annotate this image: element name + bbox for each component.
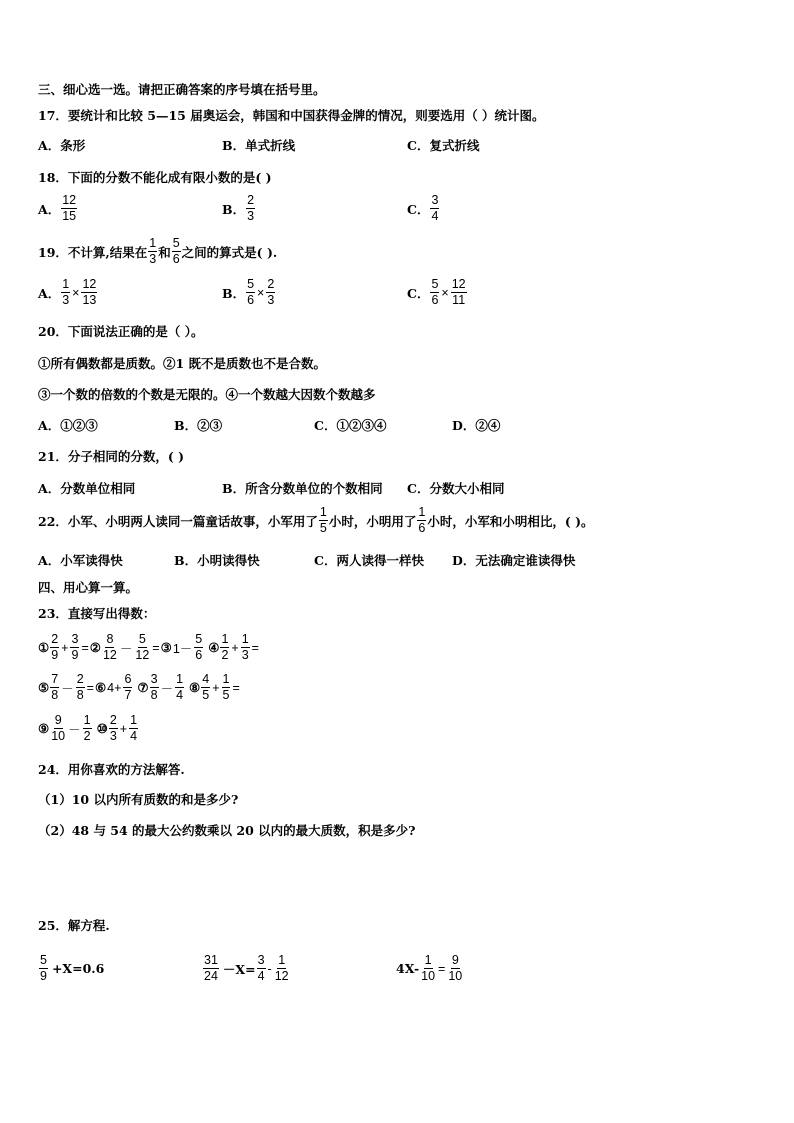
fraction — [451, 277, 467, 308]
denominator: 3 — [241, 648, 249, 662]
q23-row-2 — [38, 672, 241, 703]
fraction — [61, 277, 70, 308]
q22-fraction-1 — [319, 505, 328, 536]
numerator: 1 — [176, 672, 184, 686]
denominator: 9 — [40, 969, 47, 983]
denominator: 2 — [83, 729, 91, 743]
q18-b-fraction — [246, 193, 255, 224]
q22-option-a: A．小军读得快 — [38, 553, 123, 568]
q19-text — [38, 236, 277, 267]
fraction — [241, 632, 250, 663]
q18-option-a — [38, 193, 78, 224]
fraction — [175, 672, 184, 703]
q21-text: 21．分子相同的分数，( ) — [38, 449, 185, 464]
numerator: 6 — [124, 672, 132, 686]
equals-sign: = — [152, 640, 160, 655]
denominator: 6 — [418, 521, 426, 535]
q21-option-a: A．分数单位相同 — [38, 481, 136, 496]
q20-option-d: D．②④ — [452, 418, 501, 433]
numerator: 31 — [204, 953, 218, 967]
item-number-10: ⑩ — [96, 721, 108, 736]
fraction — [447, 953, 463, 984]
denominator: 6 — [431, 293, 439, 307]
equation-prefix: 4X- — [396, 961, 420, 976]
q24-part-1: （1）10 以内所有质数的和是多少? — [38, 792, 239, 807]
denominator: 12 — [135, 648, 150, 662]
denominator: 6 — [195, 648, 203, 662]
plus-sign: + — [119, 721, 128, 736]
q19-text-part1: 19．不计算,结果在 — [38, 244, 148, 260]
numerator: 2 — [267, 277, 275, 291]
q25-equation-2 — [202, 953, 291, 984]
equals-sign: = — [438, 961, 446, 976]
q23-row-1 — [38, 632, 260, 663]
item-number-3: ③ — [160, 640, 172, 655]
item-number-6: ⑥ — [94, 680, 107, 695]
denominator: 10 — [448, 969, 463, 983]
q18-a-label: A． — [38, 201, 61, 217]
denominator: 12 — [102, 648, 117, 662]
numerator: 5 — [172, 236, 180, 250]
q18-text: 18．下面的分数不能化成有限小数的是( ) — [38, 170, 272, 185]
fraction — [274, 953, 290, 984]
fraction — [70, 632, 79, 663]
numerator: 2 — [76, 672, 84, 686]
q22-fraction-2 — [417, 505, 426, 536]
denominator: 8 — [51, 688, 59, 702]
q24-text: 24．用你喜欢的方法解答. — [38, 762, 185, 777]
denominator: 8 — [150, 688, 158, 702]
plus-sign: + — [231, 640, 239, 655]
q17-option-c: C．复式折线 — [407, 138, 480, 153]
q19-text-part3: 之间的算式是( ). — [181, 244, 278, 260]
q20-option-a: A．①②③ — [38, 418, 98, 433]
q17-text: 17．要统计和比较 5—15 届奥运会，韩国和中国获得金牌的情况，则要选用（ ）统计图。 — [38, 108, 545, 123]
item-number-7: ⑦ — [137, 680, 149, 695]
q21-option-b: B．所含分数单位的个数相同 — [222, 481, 383, 496]
numerator: 1 — [222, 672, 230, 686]
item-number-2: ② — [89, 640, 101, 655]
fraction — [50, 672, 59, 703]
fraction — [76, 672, 85, 703]
q21-option-c: C．分数大小相同 — [407, 481, 505, 496]
q18-a-fraction — [61, 193, 77, 224]
q20-option-b: B．②③ — [174, 418, 223, 433]
minus-sign: － — [68, 722, 81, 737]
q20-statement-2: ③一个数的倍数的个数是无限的。④一个数越大因数个数越多 — [38, 387, 376, 402]
times-sign: × — [257, 285, 265, 300]
fraction — [50, 632, 59, 663]
fraction — [81, 277, 97, 308]
q23-row-3 — [38, 713, 139, 744]
numerator: 3 — [257, 953, 265, 967]
fraction — [150, 672, 159, 703]
section-4-title: 四、用心算一算。 — [38, 580, 139, 595]
q19-option-c — [407, 277, 468, 308]
denominator: 24 — [204, 969, 218, 983]
fraction — [102, 632, 118, 663]
item-number-1: ① — [38, 640, 50, 655]
q25-equation-1 — [38, 953, 104, 984]
q22-text-part1: 22．小军、小明两人读同一篇童话故事，小军用了 — [38, 513, 318, 529]
denominator: 5 — [319, 521, 327, 535]
q25-equation-3 — [396, 953, 464, 984]
fraction — [50, 713, 66, 744]
numerator: 1 — [424, 953, 432, 967]
times-sign: × — [441, 285, 449, 300]
numerator: 2 — [109, 713, 117, 727]
fraction — [420, 953, 436, 984]
numerator: 1 — [130, 713, 138, 727]
numerator: 4 — [202, 672, 210, 686]
q17-option-a: A．条形 — [38, 138, 86, 153]
q23-text: 23．直接写出得数： — [38, 606, 156, 621]
item-number-8: ⑧ — [189, 680, 201, 695]
denominator: 12 — [274, 969, 289, 983]
fraction — [246, 277, 255, 308]
fraction — [222, 672, 231, 703]
q19-c-label: C． — [407, 285, 430, 301]
q19-option-b — [222, 277, 276, 308]
fraction — [83, 713, 92, 744]
q22-text-part2: 小时，小明用了 — [328, 513, 417, 529]
numerator: 1 — [83, 713, 91, 727]
fraction — [39, 953, 48, 984]
denominator: 8 — [76, 688, 84, 702]
numerator: 1 — [62, 277, 70, 291]
denominator: 7 — [124, 688, 132, 702]
q17-option-b: B．单式折线 — [222, 138, 296, 153]
q18-c-label: C． — [407, 201, 430, 217]
denominator: 4 — [431, 209, 439, 223]
fraction — [134, 632, 150, 663]
item-number-5: ⑤ — [38, 680, 50, 695]
fraction — [266, 277, 275, 308]
denominator: 3 — [247, 209, 255, 223]
plus-sign: + — [212, 680, 220, 695]
fraction — [109, 713, 118, 744]
numerator: 5 — [138, 632, 146, 646]
denominator: 15 — [62, 209, 77, 223]
q19-fraction-2 — [172, 236, 181, 267]
denominator: 10 — [51, 729, 66, 743]
q25-text: 25．解方程. — [38, 918, 110, 933]
fraction — [257, 953, 266, 984]
numerator: 9 — [451, 953, 459, 967]
times-sign: × — [72, 285, 80, 300]
numerator: 9 — [54, 713, 62, 727]
denominator: 11 — [452, 293, 466, 307]
q20-statement-1: ①所有偶数都是质数。②1 既不是质数也不是合数。 — [38, 356, 327, 371]
denominator: 13 — [82, 293, 97, 307]
fraction — [123, 672, 132, 703]
equals-sign: = — [86, 680, 94, 695]
denominator: 3 — [149, 252, 157, 266]
q18-option-c — [407, 193, 440, 224]
numerator: 2 — [247, 193, 255, 207]
denominator: 9 — [71, 648, 79, 662]
denominator: 6 — [247, 293, 255, 307]
fraction — [203, 953, 219, 984]
fraction — [430, 277, 439, 308]
equals-sign: = — [232, 680, 240, 695]
numerator: 12 — [62, 193, 77, 207]
numerator: 12 — [82, 277, 97, 291]
q19-a-label: A． — [38, 285, 61, 301]
minus-sign: － — [119, 641, 133, 656]
numerator: 1 — [418, 505, 426, 519]
denominator: 3 — [109, 729, 117, 743]
numerator: 1 — [319, 505, 327, 519]
numerator: 3 — [71, 632, 79, 646]
equation-middle: －X= — [222, 961, 256, 977]
equals-sign: = — [251, 640, 259, 655]
fraction — [194, 632, 203, 663]
item-number-4: ④ — [208, 640, 220, 655]
q22-option-b: B．小明读得快 — [174, 553, 260, 568]
denominator: 2 — [221, 648, 229, 662]
denominator: 9 — [51, 648, 59, 662]
numerator: 5 — [40, 953, 47, 967]
denominator: 3 — [267, 293, 275, 307]
q20-text: 20．下面说法正确的是（ ）。 — [38, 324, 204, 339]
expression-prefix: 4+ — [107, 680, 122, 695]
fraction — [129, 713, 138, 744]
numerator: 2 — [51, 632, 59, 646]
denominator: 5 — [222, 688, 230, 702]
fraction — [220, 632, 229, 663]
denominator: 4 — [130, 729, 138, 743]
numerator: 5 — [195, 632, 203, 646]
expression-prefix: 1－ — [172, 641, 193, 656]
section-3-title: 三、细心选一选。请把正确答案的序号填在括号里。 — [38, 82, 326, 97]
q22-option-d: D．无法确定谁读得快 — [452, 553, 576, 568]
numerator: 3 — [150, 672, 158, 686]
denominator: 5 — [202, 688, 210, 702]
numerator: 12 — [451, 277, 466, 291]
q18-c-fraction — [430, 193, 439, 224]
q22-option-c: C．两人读得一样快 — [314, 553, 424, 568]
minus-sign: － — [160, 681, 174, 696]
plus-sign: + — [61, 640, 69, 655]
numerator: 1 — [241, 632, 249, 646]
q18-b-label: B． — [222, 201, 246, 217]
numerator: 1 — [278, 953, 286, 967]
denominator: 3 — [62, 293, 70, 307]
numerator: 1 — [221, 632, 229, 646]
numerator: 1 — [149, 236, 157, 250]
q19-text-part2: 和 — [158, 244, 171, 260]
q18-option-b — [222, 193, 256, 224]
item-number-9: ⑨ — [38, 721, 50, 736]
numerator: 7 — [51, 672, 59, 686]
numerator: 5 — [431, 277, 439, 291]
q24-part-2: （2）48 与 54 的最大公约数乘以 20 以内的最大质数，积是多少? — [38, 823, 416, 838]
fraction — [201, 672, 210, 703]
denominator: 6 — [172, 252, 180, 266]
numerator: 3 — [431, 193, 439, 207]
numerator: 5 — [247, 277, 255, 291]
minus-sign: - — [267, 961, 272, 976]
minus-sign: － — [61, 681, 74, 696]
q19-fraction-1 — [148, 236, 157, 267]
denominator: 4 — [257, 969, 265, 983]
equation-rest: +X=0.6 — [51, 961, 105, 976]
numerator: 8 — [106, 632, 114, 646]
denominator: 4 — [176, 688, 184, 702]
q22-text — [38, 505, 594, 536]
q20-option-c: C．①②③④ — [314, 418, 387, 433]
denominator: 10 — [421, 969, 436, 983]
q19-option-a — [38, 277, 98, 308]
q19-b-label: B． — [222, 285, 246, 301]
equals-sign: = — [81, 640, 89, 655]
q22-text-part3: 小时，小军和小明相比，( )。 — [427, 513, 594, 529]
